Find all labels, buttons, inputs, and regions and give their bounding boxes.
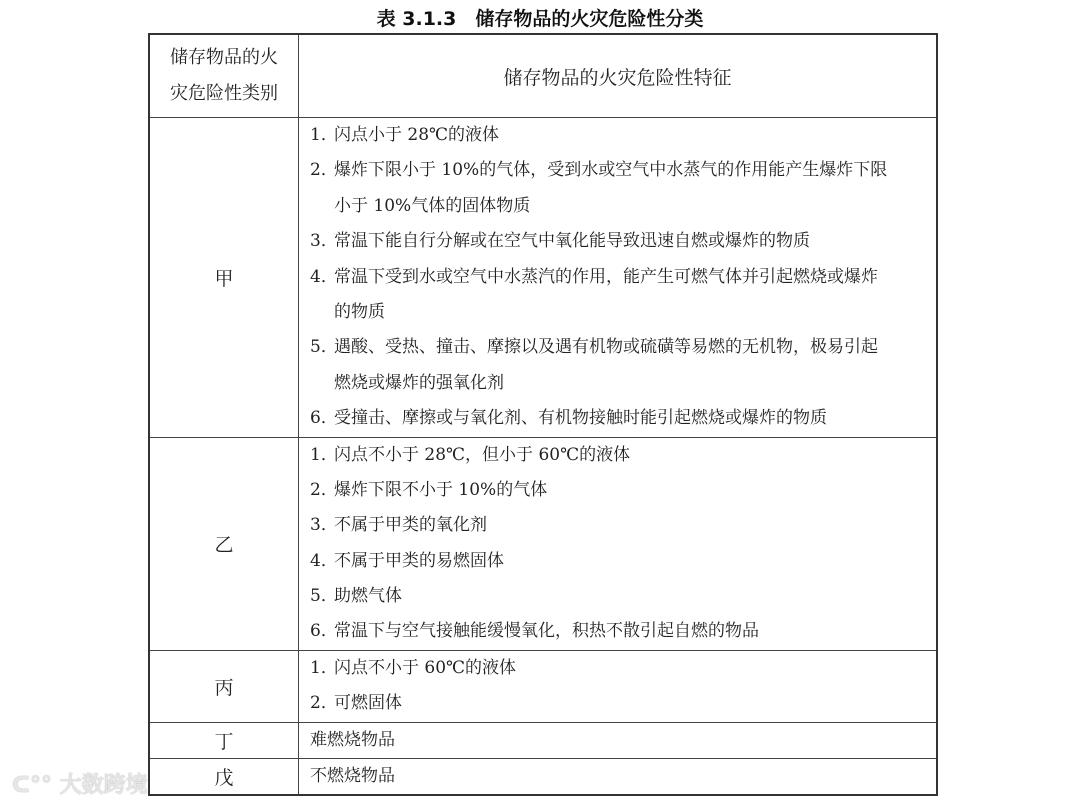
item-text: 遇酸、受热、撞击、摩擦以及遇有机物或硫磺等易燃的无机物，极易引起	[334, 337, 878, 358]
feature-cell	[299, 650, 938, 722]
item-number: 4．	[310, 550, 338, 571]
feature-item-line	[310, 438, 936, 473]
item-text: 小于 10%气体的固体物质	[334, 195, 531, 216]
item-text: 爆炸下限不小于 10%的气体	[334, 479, 548, 500]
feature-item-line	[310, 153, 936, 188]
item-number: 1．	[310, 444, 338, 465]
feature-item-line	[310, 544, 936, 579]
feature-item-line	[310, 759, 936, 794]
item-number: 2．	[310, 693, 338, 714]
table-row	[149, 722, 937, 758]
feature-item-line	[310, 579, 936, 614]
item-text: 燃烧或爆炸的强氧化剂	[334, 372, 504, 393]
item-number: 6．	[310, 408, 338, 429]
item-text: 助燃气体	[334, 586, 402, 607]
category-cell: 戊	[149, 759, 299, 796]
feature-item-line	[310, 614, 936, 649]
watermark-text: 大数跨境	[59, 773, 148, 798]
category-cell: 乙	[149, 437, 299, 650]
item-text: 闪点小于 28℃的液体	[334, 125, 500, 145]
category-cell: 丁	[149, 722, 299, 758]
feature-item-line	[310, 686, 936, 721]
header-category	[149, 34, 299, 118]
item-text: 不燃烧物品	[310, 766, 395, 787]
item-text: 爆炸下限小于 10%的气体，受到水或空气中水蒸气的作用能产生爆炸下限	[334, 160, 888, 181]
feature-cell	[299, 437, 938, 650]
item-number: 2．	[310, 160, 338, 181]
table-row	[149, 650, 937, 722]
item-text: 难燃烧物品	[310, 729, 395, 750]
feature-cell	[299, 722, 938, 758]
feature-cell	[299, 118, 938, 438]
item-number: 3．	[310, 515, 338, 536]
item-text: 受撞击、摩擦或与氧化剂、有机物接触时能引起燃烧或爆炸的物质	[334, 408, 827, 429]
table-row	[149, 759, 937, 796]
category-cell: 甲	[149, 118, 299, 438]
item-number: 3．	[310, 231, 338, 252]
table-header-row	[149, 34, 937, 118]
feature-item-line	[310, 473, 936, 508]
table-row	[149, 118, 937, 438]
hazard-classification-table	[148, 33, 938, 796]
feature-item-line	[310, 118, 936, 153]
feature-item-line	[310, 224, 936, 259]
feature-item-line	[310, 260, 936, 295]
item-number: 5．	[310, 337, 338, 358]
item-text: 常温下受到水或空气中水蒸汽的作用，能产生可燃气体并引起燃烧或爆炸	[334, 266, 878, 287]
header-feature: 储存物品的火灾危险性特征	[299, 34, 938, 118]
item-text: 不属于甲类的氧化剂	[334, 515, 487, 536]
feature-item-line	[310, 723, 936, 758]
item-text: 闪点不小于 28℃，但小于 60℃的液体	[334, 444, 631, 465]
item-text: 常温下能自行分解或在空气中氧化能导致迅速自燃或爆炸的物质	[334, 231, 810, 252]
item-number: 6．	[310, 621, 338, 642]
item-number: 5．	[310, 586, 338, 607]
table-row	[149, 437, 937, 650]
item-number: 1．	[310, 125, 338, 145]
feature-item-line	[310, 401, 936, 436]
item-text: 闪点不小于 60℃的液体	[334, 657, 517, 678]
item-text: 不属于甲类的易燃固体	[334, 550, 504, 571]
watermark-logo: ᑕ°° 大数跨境	[12, 773, 148, 798]
feature-item-line	[310, 295, 936, 330]
item-number: 2．	[310, 479, 338, 500]
feature-item-line	[310, 508, 936, 543]
table-title: 表 3.1.3 储存物品的火灾危险性分类	[376, 8, 704, 30]
feature-item-line	[310, 651, 936, 686]
item-text: 的物质	[334, 301, 385, 322]
header-category-line: 灾危险性类别	[170, 83, 278, 104]
item-text: 可燃固体	[334, 693, 402, 714]
item-number: 1．	[310, 657, 338, 678]
header-category-line: 储存物品的火	[170, 47, 278, 68]
feature-item-line	[310, 366, 936, 401]
item-number: 4．	[310, 266, 338, 287]
feature-item-line	[310, 330, 936, 365]
item-text: 常温下与空气接触能缓慢氧化，积热不散引起自燃的物品	[334, 621, 759, 642]
category-cell: 丙	[149, 650, 299, 722]
feature-item-line	[310, 189, 936, 224]
feature-cell	[299, 759, 938, 796]
